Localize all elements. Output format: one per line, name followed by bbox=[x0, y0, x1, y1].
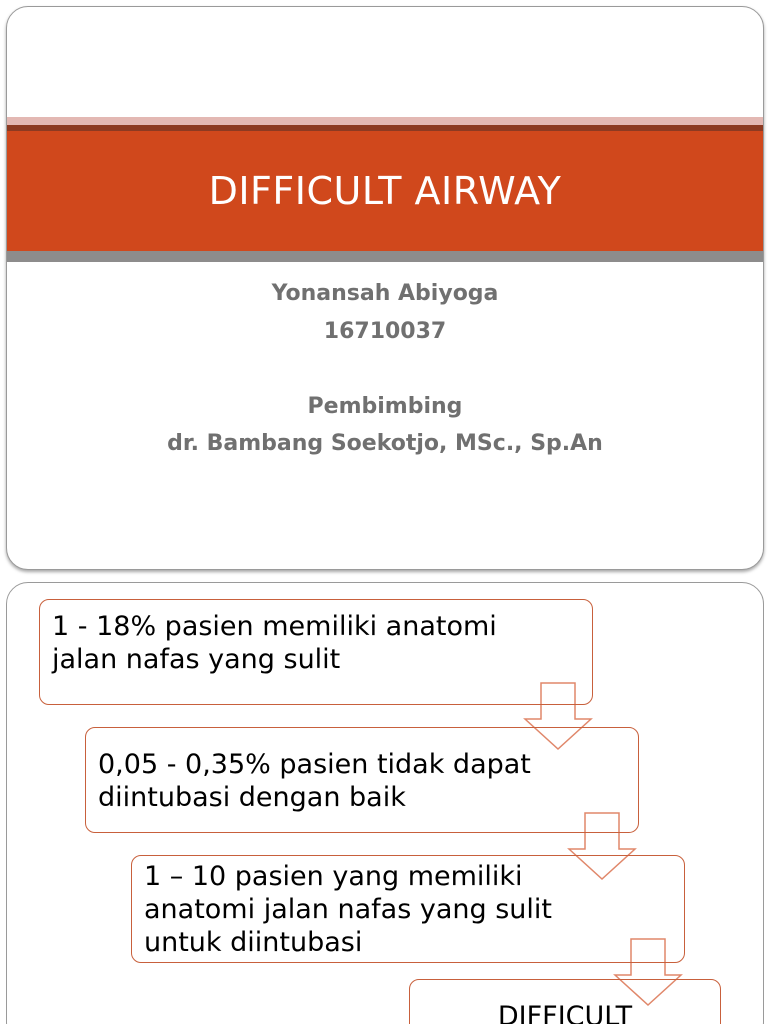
supervisor-name: dr. Bambang Soekotjo, MSc., Sp.An bbox=[167, 431, 603, 456]
supervisor-label: Pembimbing bbox=[307, 393, 463, 419]
process-slide bbox=[6, 582, 764, 1024]
subtitle-block bbox=[7, 275, 763, 463]
step-3-line-1: 1 – 10 pasien yang memiliki bbox=[144, 861, 523, 892]
step-1-line-1: 1 - 18% pasien memiliki anatomi bbox=[52, 611, 497, 642]
process-step-2 bbox=[85, 727, 639, 833]
process-step-3 bbox=[131, 855, 685, 963]
accent-band-light bbox=[7, 117, 763, 125]
author-name: Yonansah Abiyoga bbox=[271, 281, 499, 306]
slide-title: DIFFICULT AIRWAY bbox=[208, 169, 562, 213]
step-2-line-1: 0,05 - 0,35% pasien tidak dapat bbox=[98, 749, 531, 780]
step-1-line-2: jalan nafas yang sulit bbox=[52, 644, 341, 675]
subtitle-spacer bbox=[7, 350, 763, 388]
student-id: 16710037 bbox=[323, 318, 447, 344]
step-4-line-1: DIFFICULT bbox=[497, 1001, 633, 1024]
step-3-line-3: untuk diintubasi bbox=[144, 927, 363, 958]
process-step-1 bbox=[39, 599, 593, 705]
step-2-line-2: diintubasi dengan baik bbox=[98, 782, 406, 813]
step-3-line-2: anatomi jalan nafas yang sulit bbox=[144, 894, 552, 925]
accent-band-gray bbox=[7, 251, 763, 262]
title-bar bbox=[7, 131, 763, 251]
process-step-4 bbox=[409, 979, 721, 1024]
title-slide bbox=[6, 6, 764, 570]
